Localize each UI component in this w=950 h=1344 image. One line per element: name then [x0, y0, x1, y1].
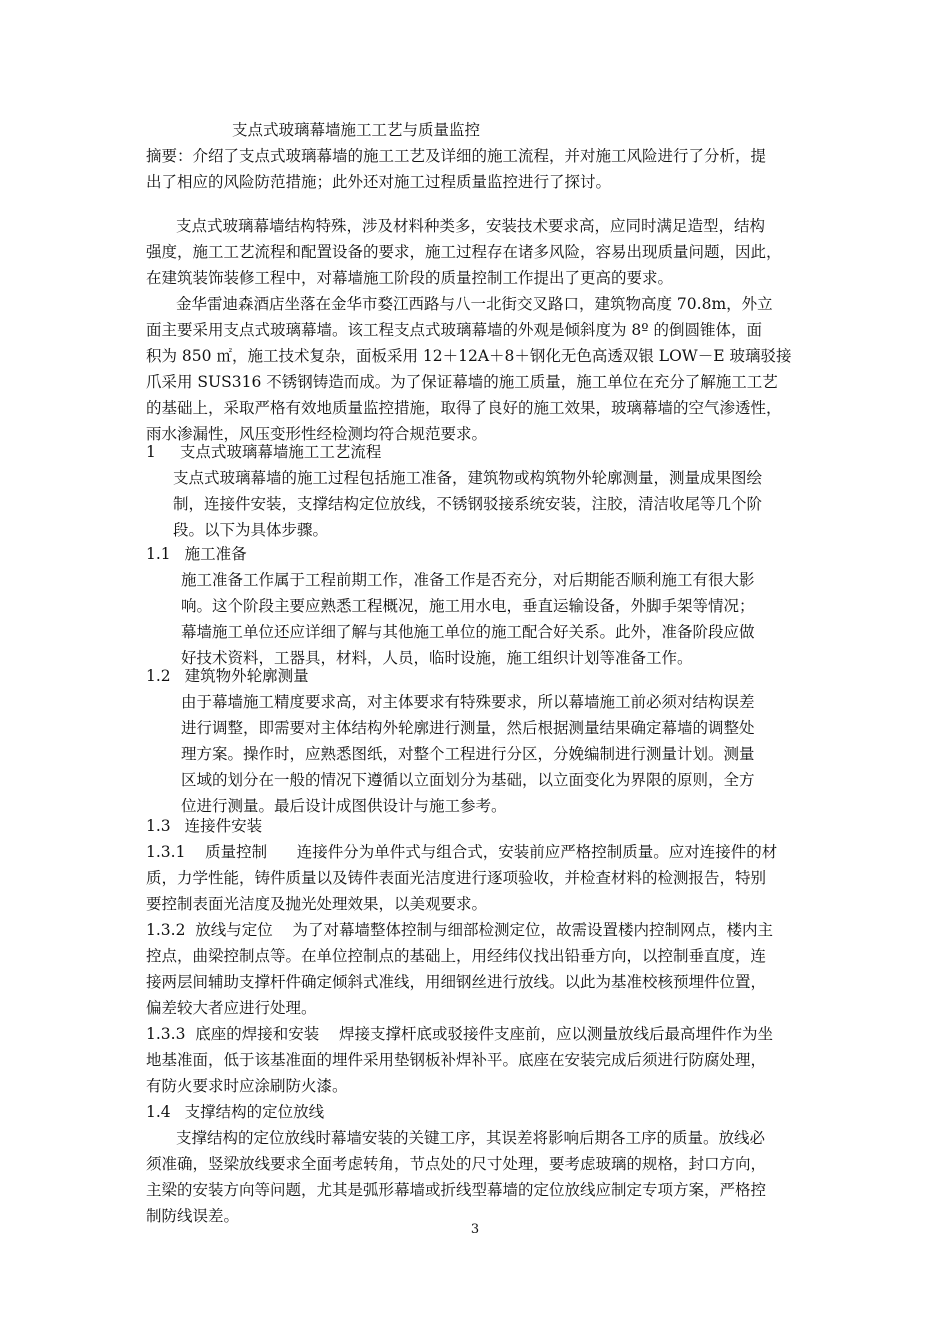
paragraph-line: 理方案。操作时，应熟悉图纸，对整个工程进行分区，分娩编制进行测量计划。测量: [181, 745, 755, 763]
abstract-line: 摘要：介绍了支点式玻璃幕墙的施工工艺及详细的施工流程，并对施工风险进行了分析，提: [146, 147, 767, 165]
paragraph-line: 位进行测量。最后设计成图供设计与施工参考。: [181, 797, 507, 815]
paragraph-line: 支点式玻璃幕墙结构特殊，涉及材料种类多，安装技术要求高，应同时满足造型，结构: [176, 217, 766, 235]
section-title: 建筑物外轮廓测量: [184, 667, 309, 685]
paragraph-line: 有防火要求时应涂刷防火漆。: [146, 1077, 348, 1095]
paragraph-line: 强度，施工工艺流程和配置设备的要求，施工过程存在诸多风险，容易出现质量问题，因此，: [146, 243, 782, 261]
section-heading: [146, 1099, 324, 1125]
section-heading: [146, 663, 309, 689]
paragraph-line: 由于幕墙施工精度要求高，对主体要求有特殊要求，所以幕墙施工前必须对结构误差: [181, 693, 755, 711]
paragraph-line: 1.3.1 质量控制 连接件分为单件式与组合式，安装前应严格控制质量。应对连接件的材: [146, 843, 778, 861]
paragraph-line: 控点，曲梁控制点等。在单位控制点的基础上，用经纬仪找出铅垂方向，以控制垂直度，连: [146, 947, 767, 965]
paragraph-line: 1.3.3 底座的焊接和安装 焊接支撑杆底或驳接件支座前，应以测量放线后最高埋件作为坐: [146, 1025, 774, 1043]
paragraph-line: 支点式玻璃幕墙的施工过程包括施工准备，建筑物或构筑物外轮廓测量，测量成果图绘: [173, 469, 763, 487]
subsection-paragraph: [146, 1021, 806, 1099]
section-body: [181, 567, 806, 671]
subsection-paragraph: [146, 917, 806, 1021]
paragraph-line: 响。这个阶段主要应熟悉工程概况，施工用水电，垂直运输设备，外脚手架等情况；: [181, 597, 755, 615]
section-number: 1: [146, 443, 156, 461]
paragraph-line: 支撑结构的定位放线时幕墙安装的关键工序，其误差将影响后期各工序的质量。放线必: [176, 1129, 766, 1147]
paragraph-line: 要控制表面光洁度及抛光处理效果，以美观要求。: [146, 895, 488, 913]
paragraph-line: 制防线误差。: [146, 1207, 240, 1225]
section-title: 支点式玻璃幕墙施工工艺流程: [179, 443, 382, 461]
paragraph-line: 金华雷迪森酒店坐落在金华市婺江西路与八一北街交叉路口，建筑物高度 70.8m，外立: [176, 295, 773, 313]
section-heading: [146, 813, 262, 839]
paragraph-line: 面主要采用支点式玻璃幕墙。该工程支点式玻璃幕墙的外观是倾斜度为 8º 的倒圆锥体，面: [146, 321, 763, 339]
paragraph-line: 幕墙施工单位还应详细了解与其他施工单位的施工配合好关系。此外，准备阶段应做: [181, 623, 755, 641]
paragraph-line: 的基础上，采取严格有效地质量监控措施，取得了良好的施工效果，玻璃幕墙的空气渗透性，: [146, 399, 782, 417]
intro-paragraph: [146, 213, 806, 291]
paragraph-line: 接两层间辅助支撑杆件确定倾斜式准线，用细钢丝进行放线。以此为基准校核预埋件位置，: [146, 973, 767, 991]
section-body: [181, 689, 806, 819]
paragraph-line: 质，力学性能，铸件质量以及铸件表面光洁度进行逐项验收，并检查材料的检测报告，特别: [146, 869, 767, 887]
abstract-line: 出了相应的风险防范措施；此外还对施工过程质量监控进行了探讨。: [146, 173, 612, 191]
section-heading: [146, 439, 381, 465]
section-number: 1.1: [146, 545, 171, 563]
paragraph-line: 偏差较大者应进行处理。: [146, 999, 317, 1017]
section-title: 施工准备: [184, 545, 247, 563]
paragraph-line: 地基准面，低于该基准面的埋件采用垫钢板补焊补平。底座在安装完成后须进行防腐处理，: [146, 1051, 767, 1069]
section-body: [146, 1125, 806, 1229]
paragraph-line: 区域的划分在一般的情况下遵循以立面划分为基础，以立面变化为界限的原则，全方: [181, 771, 755, 789]
abstract: [146, 143, 806, 195]
section-number: 1.4: [146, 1103, 171, 1121]
paragraph-line: 积为 850 ㎡，施工技术复杂，面板采用 12＋12A＋8＋钢化无色高透双银 LOW－E 玻璃驳接: [146, 347, 792, 365]
paragraph-line: 好技术资料，工器具，材料，人员，临时设施，施工组织计划等准备工作。: [181, 649, 693, 667]
paragraph-line: 1.3.2 放线与定位 为了对幕墙整体控制与细部检测定位，故需设置楼内控制网点，楼内主: [146, 921, 774, 939]
paragraph-line: 施工准备工作属于工程前期工作，准备工作是否充分，对后期能否顺利施工有很大影: [181, 571, 755, 589]
section-number: 1.3: [146, 817, 171, 835]
paragraph-line: 须准确，竖梁放线要求全面考虑转角，节点处的尺寸处理，要考虑玻璃的规格，封口方向，: [146, 1155, 767, 1173]
subsection-paragraph: [146, 839, 806, 917]
paragraph-line: 爪采用 SUS316 不锈钢铸造而成。为了保证幕墙的施工质量，施工单位在充分了解施工工艺: [146, 373, 778, 391]
paragraph-line: 制，连接件安装，支撑结构定位放线，不锈钢驳接系统安装，注胶，清洁收尾等几个阶: [173, 495, 763, 513]
paragraph-line: 主梁的安装方向等问题，尤其是弧形幕墙或折线型幕墙的定位放线应制定专项方案，严格控: [146, 1181, 767, 1199]
intro-paragraph: [146, 291, 806, 447]
section-title: 支撑结构的定位放线: [184, 1103, 325, 1121]
paragraph-line: 进行调整，即需要对主体结构外轮廓进行测量，然后根据测量结果确定幕墙的调整处: [181, 719, 755, 737]
section-title: 连接件安装: [184, 817, 263, 835]
document-title: 支点式玻璃幕墙施工工艺与质量监控: [232, 121, 481, 139]
page-number: 3: [470, 1222, 480, 1237]
paragraph-line: 雨水渗漏性，风压变形性经检测均符合规范要求。: [146, 425, 488, 443]
section-number: 1.2: [146, 667, 171, 685]
section-body: [173, 465, 806, 543]
section-heading: [146, 541, 247, 567]
paragraph-line: 段。以下为具体步骤。: [173, 521, 329, 539]
paragraph-line: 在建筑装饰装修工程中，对幕墙施工阶段的质量控制工作提出了更高的要求。: [146, 269, 674, 287]
